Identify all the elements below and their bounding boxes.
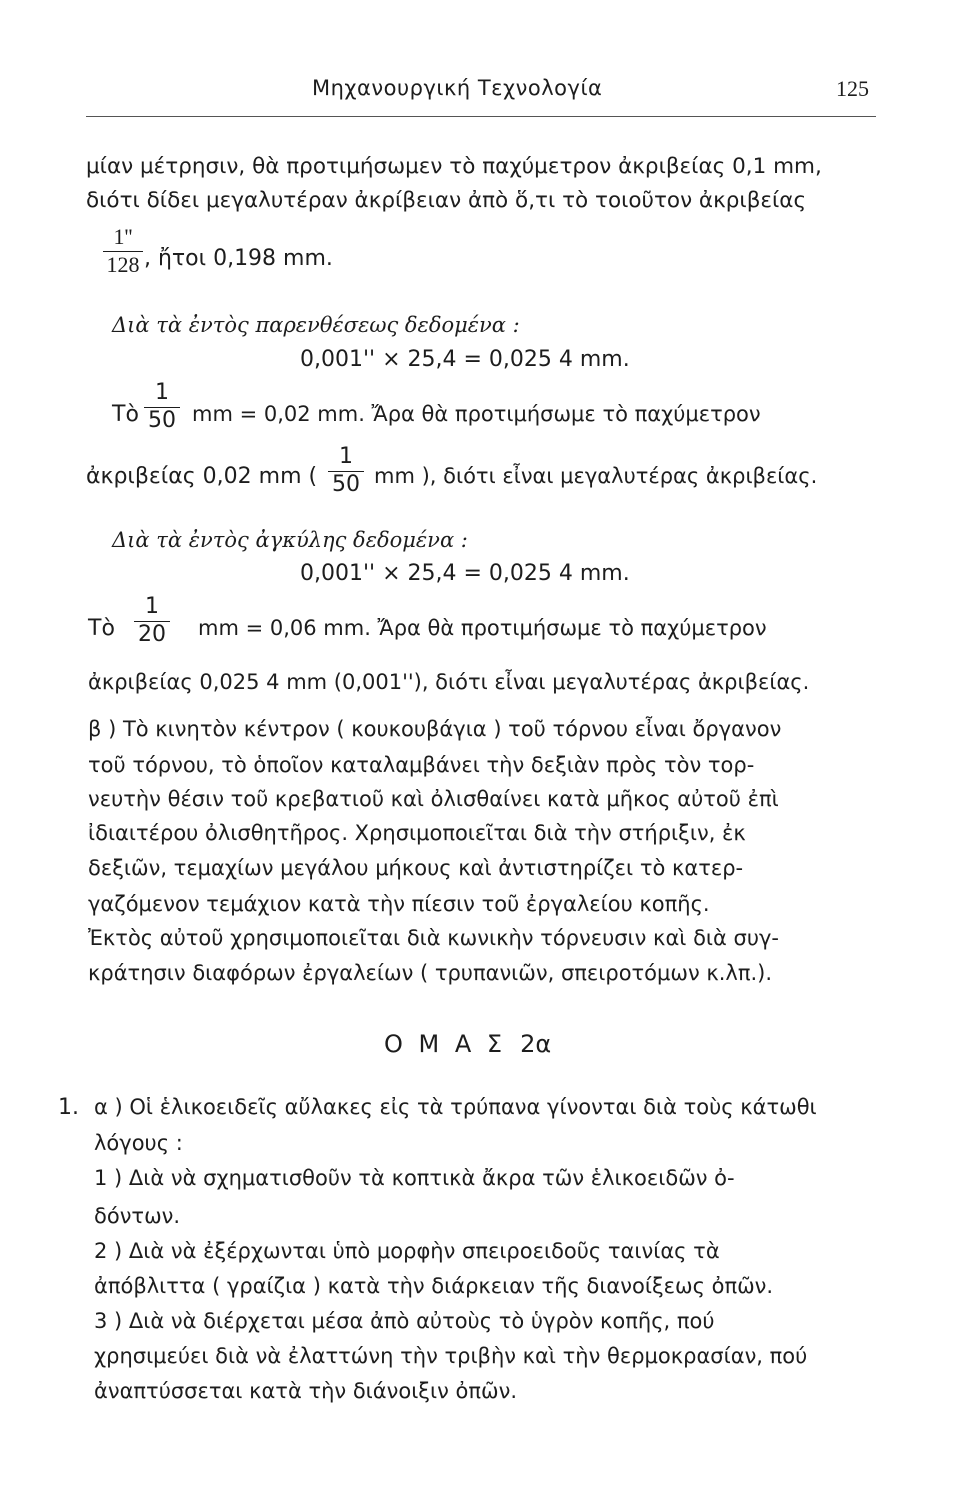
text-line: 1 ) Διὰ νὰ σχηματισθοῦν τὰ κοπτικὰ ἄκρα τῶν ἑλικοειδῶν ὀ- [94, 1166, 735, 1190]
text-line: νευτὴν θέσιν τοῦ κρεβατιοῦ καὶ ὀλισθαίνει κατὰ μῆκος αὐτοῦ ἐπὶ [88, 787, 779, 811]
header-rule [86, 116, 876, 117]
fraction-1-20 [134, 596, 170, 646]
text-line: ἀπόβλιττα ( γραίζια ) κατὰ τὴν διάρκειαν τῆς διανοίξεως ὀπῶν. [94, 1274, 774, 1298]
text-line: ἀναπτύσσεται κατὰ τὴν διάνοιξιν ὀπῶν. [94, 1379, 518, 1403]
text-line: mm ), διότι εἶναι μεγαλυτέρας ἀκριβείας. [374, 464, 818, 488]
text-line: ἀκριβείας 0,025 4 mm (0,001''), διότι εἶναι μεγαλυτέρας ἀκριβείας. [88, 670, 810, 694]
fraction-1-50 [328, 446, 364, 496]
text-line: β ) Τὸ κινητὸν κέντρον ( κουκουβάγια ) τοῦ τόρνου εἶναι ὄργανον [88, 717, 782, 741]
formula: 0,001'' × 25,4 = 0,025 4 mm. [300, 347, 630, 372]
section-heading-angle: Διὰ τὰ ἐντὸς ἀγκύλης δεδομένα : [112, 528, 468, 552]
text-line: γαζόμενον τεμάχιον κατὰ τὴν πίεσιν τοῦ ἐργαλείου κοπῆς. [88, 892, 710, 916]
text-prefix: Τὸ [88, 616, 115, 641]
text-line: Ἐκτὸς αὐτοῦ χρησιμοποιεῖται διὰ κωνικὴν τόρνευσιν καὶ διὰ συγ- [88, 926, 780, 950]
text-line: α ) Οἱ ἑλικοειδεῖς αὔλακες εἰς τὰ τρύπανα γίνονται διὰ τοὺς κάτωθι [94, 1095, 817, 1119]
text-line: δεξιῶν, τεμαχίων μεγάλου μήκους καὶ ἀντιστηρίζει τὸ κατερ- [88, 856, 744, 880]
text-prefix: Τὸ [112, 402, 139, 427]
fraction-denominator: 50 [148, 408, 176, 433]
group-heading-number: 2α [520, 1030, 552, 1058]
text-line: 3 ) Διὰ νὰ διέρχεται μέσα ἀπὸ αὐτοὺς τὸ ὑγρὸν κοπῆς, πού [94, 1309, 715, 1333]
running-header-title: Μηχανουργική Τεχνολογία [312, 76, 603, 100]
text-prefix: ἀκριβείας 0,02 mm ( [86, 464, 318, 489]
text-line: τοῦ τόρνου, τὸ ὁποῖον καταλαμβάνει τὴν δεξιὰν πρὸς τὸν τορ- [88, 753, 755, 777]
fraction-numerator: 1 [145, 594, 159, 619]
fraction-denominator: 128 [106, 252, 140, 277]
text-line: διότι δίδει μεγαλυτέραν ἀκρίβειαν ἀπὸ ὅ,τι τὸ τοιοῦτον ἀκριβείας [86, 188, 807, 213]
text-line: δόντων. [94, 1204, 181, 1228]
question-number: 1. [58, 1095, 79, 1120]
text-line: κράτησιν διαφόρων ἐργαλείων ( τρυπανιῶν, σπειροτόμων κ.λπ.). [88, 961, 773, 985]
page-number: 125 [836, 76, 869, 101]
text-line: λόγους : [94, 1131, 183, 1155]
fraction-denominator: 50 [332, 472, 360, 497]
group-heading [384, 1030, 551, 1058]
group-heading-title: Ο Μ Α Σ [384, 1030, 507, 1058]
text-line: ἰδιαιτέρου ὀλισθητῆρος. Χρησιμοποιεῖται διὰ τὴν στήριξιν, ἐκ [88, 821, 746, 845]
text-line: μίαν μέτρησιν, θὰ προτιμήσωμεν τὸ παχύμετρον ἀκριβείας 0,1 mm, [86, 154, 822, 179]
fraction-numerator: 1 [155, 380, 169, 405]
text-line: χρησιμεύει διὰ νὰ ἐλαττώνη τὴν τριβὴν καὶ τὴν θερμοκρασίαν, πού [94, 1344, 808, 1368]
text-line: mm = 0,06 mm. Ἄρα θὰ προτιμήσωμε τὸ παχύμετρον [198, 616, 767, 640]
fraction-1-50 [144, 382, 180, 432]
fraction-1-128 [103, 226, 143, 276]
section-heading-parenthesis: Διὰ τὰ ἐντὸς παρενθέσεως δεδομένα : [112, 313, 520, 337]
text-line: 2 ) Διὰ νὰ ἐξέρχωνται ὑπὸ μορφὴν σπειροειδοῦς ταινίας τὰ [94, 1239, 720, 1263]
formula: 0,001'' × 25,4 = 0,025 4 mm. [300, 561, 630, 586]
text-line: mm = 0,02 mm. Ἄρα θὰ προτιμήσωμε τὸ παχύμετρον [192, 402, 761, 426]
fraction-denominator: 20 [138, 622, 166, 647]
fraction-numerator: 1 [339, 444, 353, 469]
fraction-numerator: 1'' [113, 224, 133, 249]
text-line: , ἤτοι 0,198 mm. [144, 246, 333, 271]
